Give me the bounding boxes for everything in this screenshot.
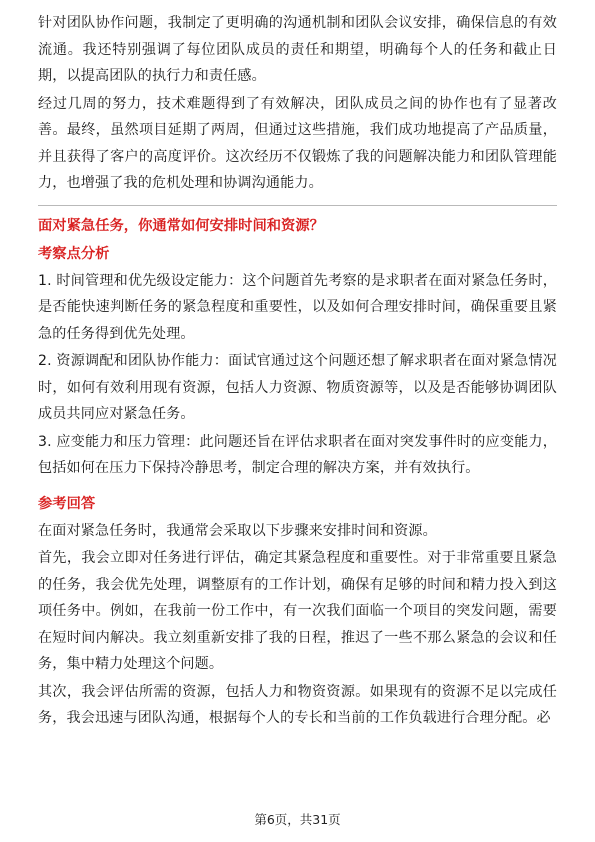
analysis-point: 2. 资源调配和团队协作能力：面试官通过这个问题还想了解求职者在面对紧急情况时，如何有效利用现有资源，包括人力资源、物质资源等，以及是否能够协调团队成员共同应对紧急任务。: [38, 353, 557, 422]
analysis-point: 1. 时间管理和优先级设定能力：这个问题首先考察的是求职者在面对紧急任务时，是否能快速判断任务的紧急程度和重要性，以及如何合理安排时间，确保重要且紧急的任务得到优先处理。: [38, 272, 557, 342]
answer-paragraph: 在面对紧急任务时，我通常会采取以下步骤来安排时间和资源。: [38, 522, 437, 539]
answer-heading: 参考回答: [38, 495, 96, 512]
analysis-heading: 考察点分析: [38, 245, 110, 262]
body-paragraph: 针对团队协作问题，我制定了更明确的沟通机制和团队会议安排，确保信息的有效流通。我还特别强调了每位团队成员的责任和期望，明确每个人的任务和截止日期，以提高团队的执行力和责任感。: [38, 15, 557, 84]
page-number: 第6页，共31页: [254, 812, 341, 827]
question-heading: 面对紧急任务，你通常如何安排时间和资源？: [38, 217, 324, 234]
analysis-point: 3. 应变能力和压力管理：此问题还旨在评估求职者在面对突发事件时的应变能力，包括如何在压力下保持冷静思考，制定合理的解决方案，并有效执行。: [38, 433, 557, 476]
answer-paragraph: 首先，我会立即对任务进行评估，确定其紧急程度和重要性。对于非常重要且紧急的任务，我会优先处理，调整原有的工作计划，确保有足够的时间和精力投入到这项任务中。例如，在我前一份工作中，有一次我们面临一个项目的突发问题，需要在短时间内解决。我立刻重新安排了我的日程，推迟了一些不那么紧急的会议和任务，集中精力处理这个问题。: [38, 550, 557, 672]
body-paragraph: 经过几周的努力，技术难题得到了有效解决，团队成员之间的协作也有了显著改善。最终，虽然项目延期了两周，但通过这些措施，我们成功地提高了产品质量，并且获得了客户的高度评价。这次经历不仅锻炼了我的问题解决能力和团队管理能力，也增强了我的危机处理和协调沟通能力。: [38, 95, 557, 191]
section-divider: [38, 205, 557, 206]
answer-paragraph: 其次，我会评估所需的资源，包括人力和物资资源。如果现有的资源不足以完成任务，我会迅速与团队沟通，根据每个人的专长和当前的工作负载进行合理分配。必: [38, 683, 557, 726]
